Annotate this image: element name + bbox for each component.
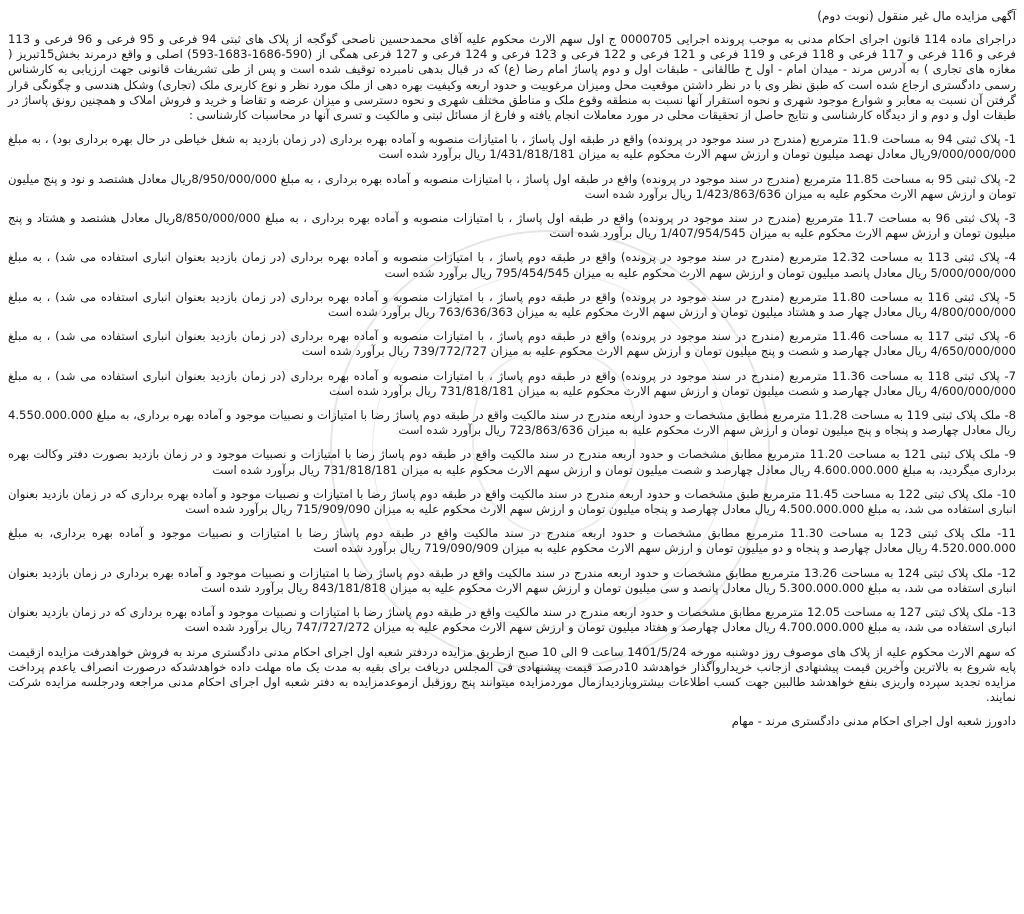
list-item: 10- ملک پلاک ثبتی 122 به مساحت 11.45 مترمربع طبق مشخصات و حدود اربعه مندرج در سند مالکیت واقع در طبقه دوم پاساژ رضا با امتیازات و نصبیات موجود و آماده بهره برداری که در زمان بازدید بعنوان انباری استفاده می شد، به مبلغ 4.500.000.000 ریال معادل چهارصد و پنجاه میلیون تومان و ارزش سهم الارث محکوم علیه به میزان 715/909/090 ریال برآورد شده است xyxy=(8,486,1016,517)
list-item: 7- پلاک ثبتی 118 به مساحت 11.36 مترمربع (مندرج در سند موجود در پرونده) واقع در طبقه دوم پاساژ ، با امتیازات منصوبه و آماده بهره برداری (در زمان بازدید بعنوان انباری استفاده می شد) ، به مبلغ 4/600/000/000 ریال معادل چهارصد و شصت میلیون تومان و ارزش سهم الارث محکوم علیه به میزان 731/818/181 ریال برآورد شده است xyxy=(8,368,1016,398)
signature-line: دادورز شعبه اول اجرای احکام مدنی دادگستری مرند - مهام xyxy=(731,714,1016,729)
notice-title: آگهی مزایده مال غیر منقول (نوبت دوم) xyxy=(817,9,1016,23)
list-item: 5- پلاک ثبتی 116 به مساحت 11.80 مترمربع (مندرج در سند موجود در پرونده) واقع در طبقه دوم پاساژ ، با امتیازات منصوبه و آماده بهره برداری (در زمان بازدید بعنوان انباری استفاده می شد) ، به مبلغ 4/800/000/000 ریال معادل چهار صد و هشتاد میلیون تومان و ارزش سهم الارث محکوم علیه به میزان 763/636/363 ریال برآورد شده است xyxy=(8,289,1016,320)
notice-intro: دراجرای ماده 114 قانون اجرای احکام مدنی به موجب پرونده اجرایی 0000705 ج اول سهم الارث محکوم علیه آقای محمدحسین ناصحی گوگجه از پلاک های ثبتی 94 فرعی و 95 فرعی و 96 فرعی و 113 فرعی و 116 فرعی و 117 فرعی و 118 فرعی و 119 فرعی و 121 فرعی و 122 فرعی و 123 فرعی و 124 فرعی و 127 فرعی همگی از (590-1686-1683-593) اصلی و واقع درمرند بخش15تبریز ( مغازه های تجاری ) به آدرس مرند - میدان امام - اول خ طالقانی - طبقات اول و دوم پاساژ امام رضا (ع) که در قبال بدهی نامبرده توقیف شده است و پس از طی تشریفات قانونی جهت ارزیابی به کارشناس رسمی دادگستری ارجاع شده است که طبق نظر وی با در نظر داشتن موقعیت محل ومیزان مرغوبیت و حدود اربعه وکیفیت بهره دهی از ملک مورد نظر و نوع کاربری ملک (تجاری) وشکل هندسی و چگونگی قرار گرفتن آن نسبت به معابر و شوارع موجود شهری و نحوه استقرار آنها نسبت به منطقه وقوع ملک و مناطق مختلف شهری و نحوه دسترسی و میزان عرضه و تقاضا و خرید و فروش املاک و همچنین رونق پاساژ در طبقات اول و دوم و از دیدگاه کارشناسی و نتایج حاصل از تحقیقات محلی در مورد معاملات انجام یافته و فارغ از مسائل ثبتی و مالکیت و تسری آنها در محاسبات کارشناسی : xyxy=(8,32,1016,123)
list-item: 4- پلاک ثبتی 113 به مساحت 12.32 مترمربع (مندرج در سند موجود در پرونده) واقع در طبقه دوم پاساژ ، با امتیازات منصوبه و آماده بهره برداری (در زمان بازدید بعنوان انباری استفاده می شد) ، به مبلغ 5/000/000/000 ریال معادل پانصد میلیون تومان و ارزش سهم الارث محکوم علیه به میزان 795/454/545 ریال برآورد شده است xyxy=(8,250,1016,280)
list-item: 11- ملک پلاک ثبتی 123 به مساحت 11.30 مترمربع مطابق مشخصات و حدود اربعه مندرج در سند مالکیت واقع در طبقه دوم پاساژ رضا با امتیازات و نصبیات موجود و آماده بهره برداری، به مبلغ 4.520.000.000 ریال معادل چهارصد و پنجاه و دو میلیون تومان و ارزش سهم الارث محکوم علیه به میزان 719/090/909 ریال برآورد شده است xyxy=(8,526,1017,556)
list-item: 1- پلاک ثبتی 94 به مساحت 11.9 مترمربع (مندرج در سند موجود در پرونده) واقع در طبقه اول پاساژ ، با امتیازات منصوبه و آماده بهره برداری (در زمان بازدید به شغل خیاطی در حال بهره برداری بود) ، به مبلغ 9/000/000/000ریال معادل نهصد میلیون تومان و ارزش سهم الارث محکوم علیه به میزان 1/431/818/181 ریال برآورد شده است xyxy=(8,132,1016,162)
list-item: 8- ملک پلاک ثبتی 119 به مساحت 11.28 مترمربع مطابق مشخصات و حدود اربعه مندرج در سند مالکیت واقع در طبقه دوم پاساژ رضا با امتیازات و نصبیات موجود و آماده بهره برداری، به مبلغ 4.550.000.000 ریال معادل چهارصد و پنجاه و پنج میلیون تومان و ارزش سهم الارث محکوم علیه به میزان 723/863/636 ریال برآورد شده است xyxy=(8,408,1016,438)
list-item: 6- پلاک ثبتی 117 به مساحت 11.46 مترمربع (مندرج در سند موجود در پرونده) واقع در طبقه دوم پاساژ ، با امتیازات منصوبه و آماده بهره برداری (در زمان بازدید بعنوان انباری استفاده می شد) ، به مبلغ 4/650/000/000 ریال معادل چهارصد و شصت و پنج میلیون تومان و ارزش سهم الارث محکوم علیه به میزان 739/772/727 ریال برآورد شده است xyxy=(8,329,1016,359)
list-item: 12- ملک پلاک ثبتی 124 به مساحت 13.26 مترمربع مطابق مشخصات و حدود اربعه مندرج در سند مالکیت واقع در طبقه دوم پاساژ رضا با امتیازات و نصبیات موجود و آماده بهره برداری در زمان بازدید بعنوان انباری استفاده می شد، به مبلغ 5.300.000.000 ریال معادل پانصد و سی میلیون تومان و ارزش سهم الارث محکوم علیه به میزان 843/181/818 ریال برآورد شده است xyxy=(8,565,1016,595)
list-item: 3- پلاک ثبتی 96 به مساحت 11.7 مترمربع (مندرج در سند موجود در پرونده) واقع در طبقه اول پاساژ ، با امتیازات منصوبه و آماده بهره برداری ، به مبلغ 8/850/000/000ریال معادل هشتصد و هشتاد و پنج میلیون تومان و ارزش سهم الارث محکوم علیه به میزان 1/407/954/545 ریال برآورد شده است xyxy=(8,211,1016,241)
list-item: 9- ملک پلاک ثبتی 121 به مساحت 11.20 مترمربع مطابق مشخصات و حدود اربعه مندرج در سند مالکیت واقع در طبقه دوم پاساژ رضا با امتیازات و نصبیات موجود و در زمان بازدید بصورت دفتر وکالت بهره برداری میگردید، به مبلغ 4.600.000.000 ریال معادل چهارصد و شصت میلیون تومان و ارزش سهم الارث محکوم علیه به میزان 731/818/181 ریال برآورد شده است xyxy=(8,447,1016,477)
list-item: 2- پلاک ثبتی 95 به مساحت 11.85 مترمربع (مندرج در سند موجود در پرونده) واقع در طبقه اول پاساژ ، با امتیازات منصوبه و آماده بهره برداری ، به مبلغ 8/950/000/000ریال معادل هشتصد و نود و پنج میلیون تومان و ارزش سهم الارث محکوم علیه به میزان 1/423/863/636 ریال برآورد شده است xyxy=(8,171,1016,201)
list-item: 13- ملک پلاک ثبتی 127 به مساحت 12.05 مترمربع مطابق مشخصات و حدود اربعه مندرج در سند مالکیت واقع در طبقه دوم پاساژ رضا با امتیازات و نصبیات موجود و آماده بهره برداری که در زمان بازدید بعنوان انباری استفاده می شد، به مبلغ 4.700.000.000 ریال معادل چهارصد و هفتاد میلیون تومان و ارزش سهم الارث محکوم علیه به میزان 747/727/272 ریال برآورد شده است xyxy=(7,605,1016,635)
notice-closing: که سهم الارث محکوم علیه از پلاک های موصوف روز دوشنبه مورخه 1401/5/24 ساعت 9 الی 10 صبح ازطریق مزایده دردفتر شعبه اول اجرای احکام مدنی دادگستری مرند به فروش خواهدرفت مزایده ازقیمت پایه شروع به بالاترین وآخرین قیمت پیشنهادی ازجانب خریداروآگذار خواهدشد 10درصد قیمت پیشنهادی فی المجلس دریافت برای بقیه به مدت یک ماه مهلت داده خواهدشدکه درصورت انصراف یاعدم پرداخت مزایده تجدید سپرده واریزی بنفع خواهدشد طالبین جهت کسب اطلاعات بیشتروبازدیدازمال موردمزایده میتوانند پنج روزقبل ازموعدمزایده به دفتر شعبه اول اجرای احکام مدنی مراجعه ودرجلسه مزایده شرکت نمایند. xyxy=(8,644,1017,705)
